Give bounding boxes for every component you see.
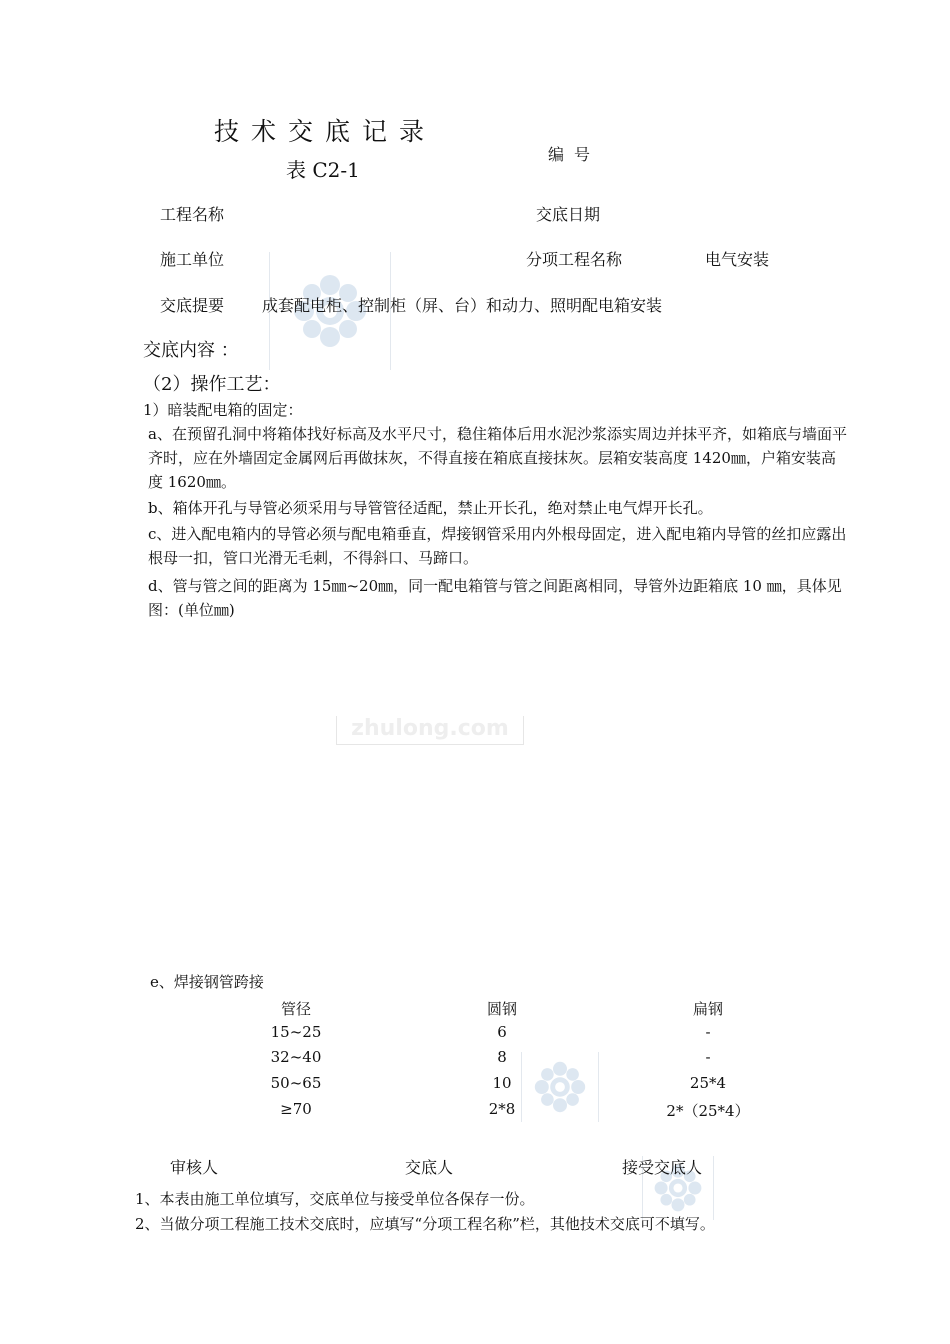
contractor-label: 施工单位 xyxy=(160,250,225,269)
document-title: 技术交底记录 xyxy=(214,117,437,146)
table-cell: 50~65 xyxy=(270,1074,322,1092)
paragraph-b: b、箱体开孔与导管必须采用与导管管径适配，禁止开长孔，绝对禁止电气焊开长孔。 xyxy=(148,499,713,517)
table-cell: 6 xyxy=(497,1023,507,1041)
table-cell: 10 xyxy=(492,1074,512,1092)
table-cell: 2*（25*4） xyxy=(666,1102,750,1120)
table-cell: 15~25 xyxy=(270,1023,322,1041)
paragraph-c: c、进入配电箱内的导管必须与配电箱垂直，焊接钢管采用内外根母固定，进入配电箱内导管的丝扣应露出根母一扣，管口光滑无毛刺，不得斜口、马蹄口。 xyxy=(148,525,847,567)
table-cell: - xyxy=(705,1023,711,1041)
table-cell: 2*8 xyxy=(488,1100,516,1118)
table-cell: 32~40 xyxy=(270,1048,322,1066)
table-cell: 8 xyxy=(497,1048,507,1066)
paragraph-d: d、管与管之间的距离为 15㎜~20㎜，同一配电箱管与管之间距离相同，导管外边距箱底 10 ㎜，具体见图：(单位㎜) xyxy=(148,577,842,619)
subproject-label: 分项工程名称 xyxy=(526,250,623,269)
content-heading: 交底内容 ： xyxy=(143,340,239,361)
form-number: 表 C2-1 xyxy=(286,158,360,182)
watermark-text: zhulong.com xyxy=(336,716,524,745)
subproject-value: 电气安装 xyxy=(705,250,770,269)
date-label: 交底日期 xyxy=(536,205,601,224)
table-header-round-steel: 圆钢 xyxy=(486,1000,517,1018)
summary-label: 交底提要 xyxy=(160,296,225,315)
table-header-flat-steel: 扁钢 xyxy=(692,1000,723,1018)
table-header-diameter: 管径 xyxy=(280,1000,311,1018)
project-name-label: 工程名称 xyxy=(160,205,225,224)
table-cell: ≥70 xyxy=(280,1100,312,1118)
paragraph-e: e、焊接钢管跨接 xyxy=(150,973,264,991)
footer-note-1: 1、本表由施工单位填写，交底单位与接受单位各保存一份。 xyxy=(135,1190,535,1208)
discloser-label: 交底人 xyxy=(405,1158,454,1177)
table-cell: 25*4 xyxy=(689,1074,727,1092)
table-cell: - xyxy=(705,1048,711,1066)
footer-note-2: 2、当做分项工程施工技术交底时，应填写“分项工程名称”栏，其他技术交底可不填写。 xyxy=(135,1215,715,1233)
reviewer-label: 审核人 xyxy=(170,1158,219,1177)
receiver-label: 接受交底人 xyxy=(622,1158,703,1177)
paragraph-a: a、在预留孔洞中将箱体找好标高及水平尺寸，稳住箱体后用水泥沙浆添实周边并抹平齐，如箱底与墙面平齐时，应在外墙固定金属网后再做抹灰，不得直接在箱底直接抹灰。层箱安装高度 1420㎜，户箱安装高度 1620㎜。 xyxy=(148,425,847,491)
code-label: 编号 xyxy=(548,145,601,164)
summary-value: 成套配电柜、控制柜（屏、台）和动力、照明配电箱安装 xyxy=(262,296,663,315)
section-operation: （2）操作工艺： xyxy=(143,374,281,395)
item-1-heading: 1）暗装配电箱的固定： xyxy=(143,401,303,419)
